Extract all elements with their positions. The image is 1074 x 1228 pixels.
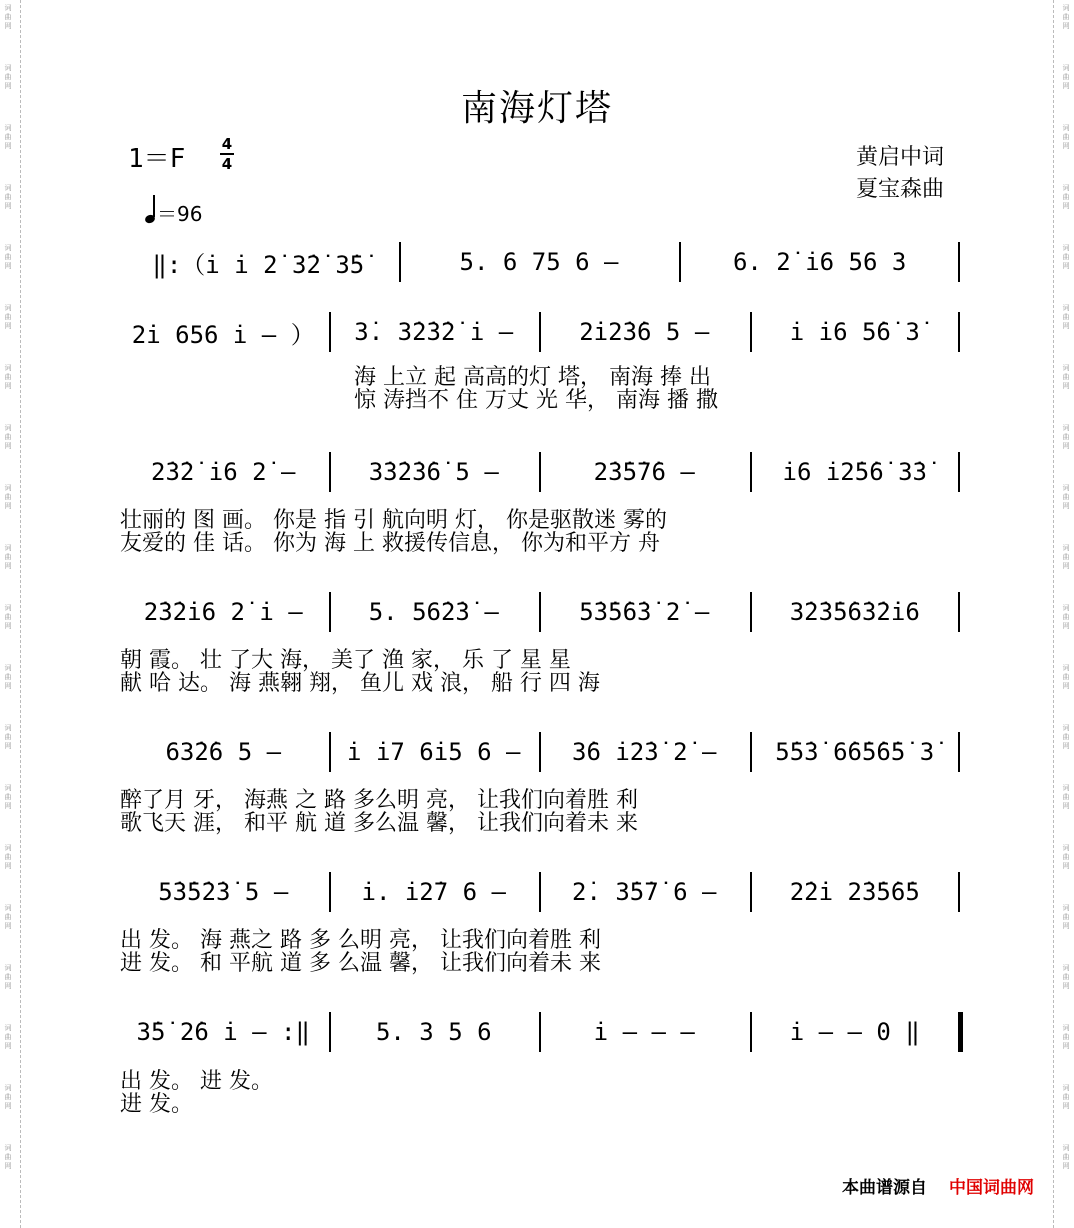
- barline: [750, 312, 752, 352]
- measure: 5̇3̇5̇2̇3̇ 5 –: [158, 878, 289, 906]
- watermark: 词 曲 网: [4, 124, 12, 150]
- barline: [750, 1012, 752, 1052]
- watermark: 词 曲 网: [1062, 844, 1070, 870]
- watermark: 词 曲 网: [1062, 1144, 1070, 1170]
- watermark: 词 曲 网: [1062, 184, 1070, 210]
- score-row: [118, 452, 960, 492]
- barline: [539, 312, 541, 352]
- measure: 5. 6 75 6 –: [459, 248, 619, 276]
- watermark: 词 曲 网: [4, 604, 12, 630]
- key-signature: 1＝F: [128, 144, 186, 174]
- barline: [329, 732, 331, 772]
- measure: 2̇. 3̇5̇7̇ 6 –: [572, 878, 717, 906]
- time-sig-bottom: 4: [221, 155, 233, 173]
- watermark: 词 曲 网: [1062, 484, 1070, 510]
- barline: [958, 732, 960, 772]
- lyric-line: 海 上立 起 高高的灯 塔， 南海 捧 出: [354, 365, 711, 390]
- barline: [539, 452, 541, 492]
- lyric-line: 友爱的 佳 话。 你为 海 上 救援传信息， 你为和平方 舟: [120, 531, 660, 556]
- watermark: 词 曲 网: [1062, 124, 1070, 150]
- lyric-line: 朝 霞。 壮 了大 海， 美了 渔 家， 乐 了 星 星: [120, 648, 571, 673]
- measure: i̇ – – –: [593, 1018, 695, 1046]
- watermark: 词 曲 网: [4, 544, 12, 570]
- score-row: [118, 312, 960, 352]
- measure: 2̇2̇i̇ 2̇3̇5̇6̇5: [789, 878, 920, 906]
- barline: [329, 1012, 331, 1052]
- lyric-line: 进 发。 和 平航 道 多 么温 馨， 让我们向着未 来: [120, 951, 601, 976]
- watermark: 词 曲 网: [1062, 244, 1070, 270]
- score-row: [118, 732, 960, 772]
- watermark: 词 曲 网: [4, 304, 12, 330]
- watermark: 词 曲 网: [1062, 604, 1070, 630]
- lyric-line: 醉了月 牙， 海燕 之 路 多么明 亮， 让我们向着胜 利: [120, 788, 638, 813]
- time-sig-top: 4: [221, 135, 233, 153]
- lyric-line: 歌飞天 涯， 和平 航 道 多么温 馨， 让我们向着未 来: [120, 811, 638, 836]
- score-row: [118, 1012, 960, 1052]
- watermark: 词 曲 网: [1062, 544, 1070, 570]
- watermark: 词 曲 网: [4, 4, 12, 30]
- measure: 5̇5̇3̇ 6̇6̇5̇6̇5̇ 3̇: [775, 738, 935, 766]
- lyricist-credit: 黄启中词: [855, 145, 944, 170]
- lyric-line: 出 发。 海 燕之 路 多 么明 亮， 让我们向着胜 利: [120, 928, 601, 953]
- measure: i̇. i̇2̇7 6 –: [361, 878, 506, 906]
- watermark: 词 曲 网: [4, 1024, 12, 1050]
- measure: 3̇2̇3̇5̇6̇3̇2̇i̇6: [789, 598, 920, 626]
- barline: [399, 242, 401, 282]
- measure: 2̇i̇ 656 i̇ – ）: [131, 320, 315, 349]
- source-label: 本曲谱源自: [842, 1178, 927, 1198]
- barline: [679, 242, 681, 282]
- barline: [329, 872, 331, 912]
- song-title: 南海灯塔: [460, 88, 613, 129]
- barline: [958, 1012, 963, 1052]
- watermark: 词 曲 网: [1062, 4, 1070, 30]
- barline: [958, 242, 960, 282]
- watermark: 词 曲 网: [4, 844, 12, 870]
- barline: [958, 312, 960, 352]
- watermark: 词 曲 网: [1062, 304, 1070, 330]
- watermark: 词 曲 网: [4, 724, 12, 750]
- watermark: 词 曲 网: [1062, 964, 1070, 990]
- site-name: 中国词曲网: [949, 1178, 1034, 1198]
- score-row: [118, 242, 960, 282]
- footer: [842, 1173, 1034, 1198]
- score-row: [118, 872, 960, 912]
- measure: i̇ i̇7 6i̇5 6 –: [347, 738, 521, 766]
- measure: 2̇i̇2̇3̇6 5 –: [579, 318, 710, 346]
- barline: [329, 452, 331, 492]
- watermark: 词 曲 网: [4, 1144, 12, 1170]
- lyric-line: 出 发。 进 发。: [120, 1069, 273, 1094]
- measure: 63̇2̇6 5 –: [165, 738, 282, 766]
- composer-credit: 夏宝森曲: [855, 177, 944, 202]
- watermark: 词 曲 网: [4, 64, 12, 90]
- measure: 3̇5̇ 2̇6 i̇ – :‖: [136, 1018, 310, 1046]
- barline: [958, 452, 960, 492]
- measure: 5. 56̇2̇3̇ –: [368, 598, 499, 626]
- measure: i̇ i̇6 5̇6̇ 3̇: [789, 318, 920, 346]
- tempo-marking: [145, 198, 202, 227]
- watermark: 词 曲 网: [4, 364, 12, 390]
- measure: 6. 2̇ i̇6 56 3: [732, 248, 907, 276]
- measure: i̇ – – 0 ‖: [789, 1018, 920, 1046]
- watermark: 词 曲 网: [1062, 664, 1070, 690]
- barline: [329, 592, 331, 632]
- barline: [750, 872, 752, 912]
- barline: [539, 1012, 541, 1052]
- measure: i̇6 i̇2̇5̇6̇ 3̇3̇: [782, 458, 927, 486]
- measure: 3̇6 i̇2̇3̇ 2̇ –: [572, 738, 717, 766]
- watermark: 词 曲 网: [4, 244, 12, 270]
- tempo-value: ＝96: [157, 202, 203, 226]
- lyric-line: 进 发。: [120, 1092, 193, 1117]
- watermark: 词 曲 网: [1062, 1084, 1070, 1110]
- watermark: 词 曲 网: [1062, 904, 1070, 930]
- measure: 5̇3̇5̇6̇3̇ 2̇ –: [579, 598, 710, 626]
- watermark: 词 曲 网: [4, 784, 12, 810]
- barline: [750, 732, 752, 772]
- watermark: 词 曲 网: [1062, 724, 1070, 750]
- barline: [958, 592, 960, 632]
- lyric-line: 壮丽的 图 画。 你是 指 引 航向明 灯， 你是驱散迷 雾的: [120, 508, 667, 533]
- watermark: 词 曲 网: [1062, 364, 1070, 390]
- lyric-line: 惊 涛挡不 住 万丈 光 华， 南海 播 撒: [354, 388, 718, 413]
- watermark: 词 曲 网: [4, 904, 12, 930]
- watermark: 词 曲 网: [1062, 424, 1070, 450]
- watermark: 词 曲 网: [4, 664, 12, 690]
- measure: 2̇3̇2̇i̇6 2̇ i̇ –: [143, 598, 303, 626]
- barline: [958, 872, 960, 912]
- barline: [750, 452, 752, 492]
- measure: 2̇3̇5̇7̇6 –: [593, 458, 695, 486]
- barline: [539, 732, 541, 772]
- watermark: 词 曲 网: [4, 964, 12, 990]
- measure: 2̇3̇2̇ i̇6 2̇ –: [151, 458, 296, 486]
- measure: 3̇. 3̇2̇3̇2̇ i̇ –: [354, 318, 514, 346]
- watermark: 词 曲 网: [4, 484, 12, 510]
- barline: [329, 312, 331, 352]
- barline: [539, 872, 541, 912]
- measure: 5. 3 5 6: [375, 1018, 492, 1046]
- watermark: 词 曲 网: [4, 1084, 12, 1110]
- measure: ‖:（i̇ i̇ 2̇ 3̇2̇ 3̇5̇: [152, 250, 365, 279]
- watermark: 词 曲 网: [4, 424, 12, 450]
- watermark: 词 曲 网: [1062, 64, 1070, 90]
- barline: [750, 592, 752, 632]
- time-signature: [220, 136, 234, 172]
- score-row: [118, 592, 960, 632]
- watermark: 词 曲 网: [1062, 784, 1070, 810]
- lyric-line: 献 哈 达。 海 燕翱 翔， 鱼儿 戏 浪， 船 行 四 海: [120, 671, 600, 696]
- measure: 3̇3̇2̇3̇6̇ 5 –: [368, 458, 499, 486]
- watermark: 词 曲 网: [4, 184, 12, 210]
- barline: [539, 592, 541, 632]
- watermark: 词 曲 网: [1062, 1024, 1070, 1050]
